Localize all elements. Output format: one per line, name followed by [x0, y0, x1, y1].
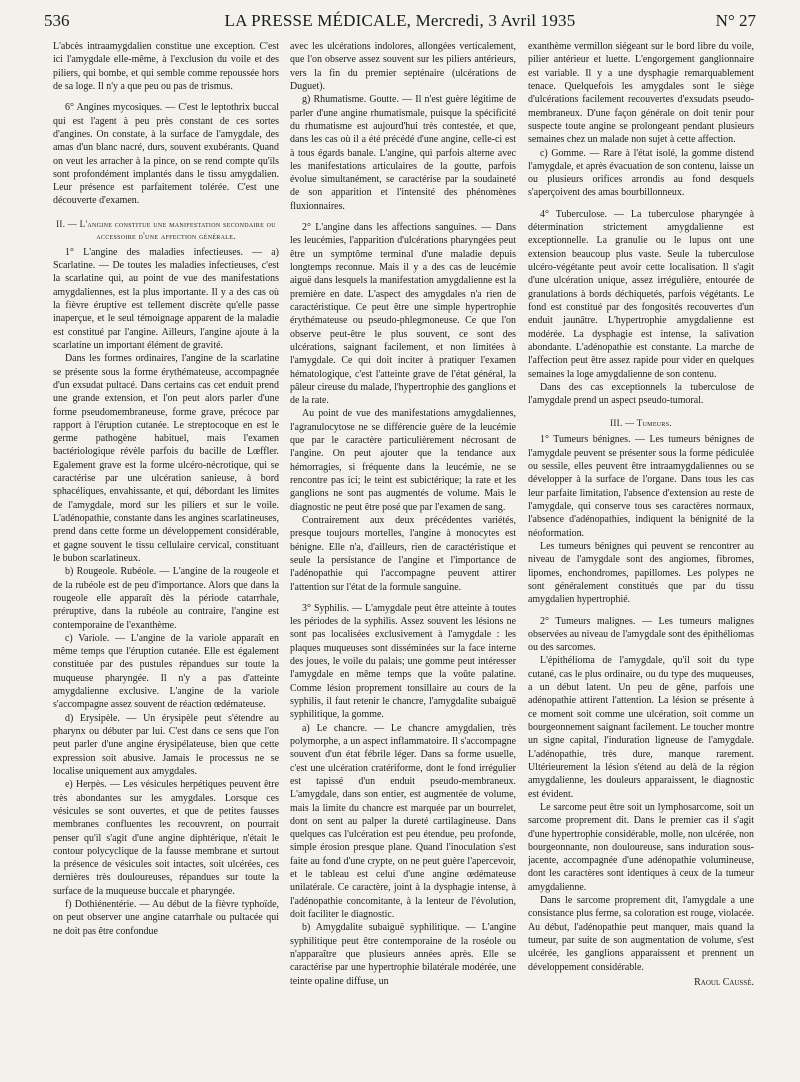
- paragraph: c) Variole. — L'angine de la variole apparaît en même temps que l'éruption cutanée. Elle est également constituée par des pustules répandues sur toute la muqueuse pharyngée. Il n'y a pas d'atteinte amygdalienne exclusive. L'angine de la variole s'accompagne assez souvent de réaction œdémateuse.: [53, 632, 279, 711]
- paragraph: Le sarcome peut être soit un lymphosarcome, soit un sarcome proprement dit. Dans le premier cas il s'agit d'une hypertrophie considérable, molle, non ulcérée, non bourgeonnante, non douloureuse, sans induration sous-jacente, accompagnée d'une adénopathie volumineuse, dont les caractères sont identiques à ceux de la tumeur amygdalienne.: [528, 801, 754, 893]
- paragraph: 3° Syphilis. — L'amygdale peut être atteinte à toutes les périodes de la syphilis. Assez souvent les lésions ne sont pas localisées exclusivement à l'amygdale : les plaques muqueuses sont disséminées sur la face interne des joues, le voile du palais; une gomme peut intéresser l'amygdale en même temps que la voûte palatine. Comme lésion proprement tonsillaire au cours de la syphilis, il faut retenir le chancre, l'amygdalite subaiguë syphilitique, la gomme.: [290, 602, 516, 721]
- paragraph: L'abcès intraamygdalien constitue une exception. C'est ici l'amygdale elle-même, à l'exclusion du voile et des piliers, qui bombe, et qui semble comme repoussée hors de sa loge. Il n'y a que peu ou pas de trismus.: [53, 41, 279, 92]
- section-title: III. — Tumeurs.: [610, 418, 672, 429]
- issue-number: N° 27: [715, 11, 756, 30]
- paragraph: b) Amygdalite subaiguë syphilitique. — L'angine syphilitique peut être contemporaine de la roséole ou n'apparaître que plusieurs années après. Elle se caractérise par une hypertrophie bilatérale modérée, une teinte opaline diffuse, un: [290, 922, 516, 987]
- journal-title: LA PRESSE MÉDICALE, Mercredi, 3 Avril 1935: [224, 11, 576, 30]
- paragraph: exanthème vermillon siégeant sur le bord libre du voile, pilier antérieur et luette. L'engorgement ganglionnaire est variable. Il y a une dysphagie remarquablement tenace. Quelquefois les amygdales sont le siège d'ulcérations facilement recouvertes d'exsudats pseudo-membraneux. D'une façon générale on doit tenir pour suspecte toute angine se prolongeant pendant plusieurs semaines chez un malade non sujet à cette affection.: [528, 41, 754, 146]
- paragraph: c) Gomme. — Rare à l'état isolé, la gomme distend l'amygdale, et après évacuation de son contenu, laisse un ou plusieurs orifices arrondis au fond desquels s'aperçoivent des amas bourbillonneux.: [528, 147, 754, 199]
- section-title: II. — L'angine constitue une manifestation secondaire ou accessoire d'une affection générale.: [56, 218, 276, 241]
- paragraph: L'épithélioma de l'amygdale, qu'il soit du type cutané, cas le plus ordinaire, ou du type des muqueuses, a un début latent. Un peu de gêne, parfois une adénopathie attirent l'attention. La lésion se présente à ce moment soit comme une ulcération, soit comme un bourgeonnement saignant facilement. Le toucher montre un signe capital, l'induration ligneuse de l'amygdale. L'adénopathie, très dure, manque rarement. Ultérieurement la lésion s'étend au delà de la région amygdalienne, les douleurs apparaissent, le diagnostic est évident.: [528, 655, 754, 800]
- paragraph: d) Erysipèle. — Un érysipèle peut s'étendre au pharynx ou débuter par lui. C'est dans ce sens que l'on peut parler d'une angine érysipélateuse, bien que cette expression soit abusive. Jamais le processus ne se localise uniquement aux amygdales.: [53, 712, 279, 777]
- paragraph: Dans des cas exceptionnels la tuberculose de l'amygdale prend un aspect pseudo-tumoral.: [528, 381, 754, 407]
- paragraph: f) Dothiénentérie. — Au début de la fièvre typhoïde, on peut observer une angine catarrhale ou pultacée qui ne doit pas être confondue: [53, 899, 279, 937]
- text-column-right: [528, 40, 754, 1076]
- paragraph: b) Rougeole. Rubéole. — L'angine de la rougeole et de la rubéole est de peu d'importance. Alors que dans la rougeole elle apparaît dès la période catarrhale, préruptive, dans la rubéole au contraire, l'angine est contemporaine de l'exanthème.: [53, 566, 279, 631]
- paragraph: Les tumeurs bénignes qui peuvent se rencontrer au niveau de l'amygdale sont des angiomes, fibromes, lipomes, enchondromes, papillomes. Les polypes ne sont généralement constitués que par du tissu amygdalien hypertrophié.: [528, 540, 754, 606]
- paragraph: Contrairement aux deux précédentes variétés, presque toujours mortelles, l'angine à monocytes est bénigne. Elle n'a, d'ailleurs, rien de caractéristique et seule la persistance de l'angine et l'importance de l'adénopathie qui l'accompagne peuvent attirer l'attention sur l'état de la formule sanguine.: [290, 514, 516, 593]
- paragraph: 4° Tuberculose. — La tuberculose pharyngée à détermination strictement amygdalienne est exceptionnelle. La granulie ou le lupus ont une extension beaucoup plus vaste. Seule la tuberculose ulcéro-végétante peut avoir cette localisation. Il s'agit d'une ulcération unique, assez irrégulière, entourée de granulations à bords déchiquetés, parfois végétants. Le fond est constitué par des fongosités recouvertes d'un enduit jaunâtre. L'hypertrophie amygdalienne est modérée. La dysphagie est intense, la salivation abondante. L'adénopathie est constante. La marche de l'affection peut être assez rapide pour vider en quelques semaines la loge amygdalienne de son contenu.: [528, 208, 754, 380]
- page-header: [44, 8, 756, 34]
- paragraph: 1° Tumeurs bénignes. — Les tumeurs bénignes de l'amygdale peuvent se présenter sous la forme pédiculée ou sessile, elles peuvent être intraamygdaliennes ou se développer à la surface de l'organe. Dans tous les cas leur parfaite limitation, l'absence d'extension au reste de l'amygdale, qui conserve tous ses caractères normaux, l'absence d'adénopathies, indiquent la bénignité de la néoformation.: [528, 434, 754, 539]
- author-signature: Raoul Caussé.: [694, 976, 754, 988]
- paragraph: Au point de vue des manifestations amygdaliennes, l'agranulocytose ne se différencie guère de la leucémie que par le caractère particulièrement nécrosant de l'angine. On peut ajouter que la tendance aux hémorragies, si fréquente dans la leucémie, ne se rencontre pas ici; le teint est subictérique; la rate et les ganglions ne sont pas augmentés de volume. Mais le diagnostic ne peut être posé que par l'examen de sang.: [290, 408, 516, 513]
- paragraph: g) Rhumatisme. Goutte. — Il n'est guère légitime de parler d'une angine rhumatismale, puisque la spécificité du rhumatisme est aujourd'hui très contestée, et que, dans les cas où il a été précédé d'une angine, celle-ci est à tous égards banale. L'angine, qui parfois alterne avec les manifestations articulaires de la goutte, parfois évolue simultanément, se caractérise par la soudaineté de son apparition et l'intensité des phénomènes fluxionnaires.: [290, 94, 516, 212]
- paragraph: avec les ulcérations indolores, allongées verticalement, que l'on observe assez souvent sur les piliers antérieurs, vers la fin du premier septénaire (ulcérations de Duguet).: [290, 41, 516, 92]
- page-number: 536: [44, 11, 70, 30]
- paragraph: 6° Angines mycosiques. — C'est le leptothrix buccal qui est l'agent à peu près constant de ces sortes d'angines. On constate, à la surface de l'amygdale, des amas d'un blanc nacré, durs, souvent exubérants. Quand on veut les arracher à la pince, on se rend compte qu'ils sont profondément implantés dans le tissu amygdalien. Leur présence est parfaitement tolérée. C'est une découverte d'examen.: [53, 102, 279, 207]
- paragraph: Dans le sarcome proprement dit, l'amygdale a une consistance plus ferme, sa coloration est rouge, violacée. Au début, l'adénopathie peut manquer, mais quand la tumeur, par suite de son augmentation de volume, s'est ulcérée, les ganglions apparaissent et prennent un développement considérable.: [528, 895, 754, 973]
- paragraph: 2° Tumeurs malignes. — Les tumeurs malignes observées au niveau de l'amygdale sont des épithéliomas ou des sarcomes.: [528, 615, 754, 654]
- paragraph: a) Le chancre. — Le chancre amygdalien, très polymorphe, a un aspect inflammatoire. Il s'accompagne souvent d'un état fébrile léger. Dans sa forme usuelle, c'est une ulcération cratériforme, dont le fond irrégulier est tapissé d'un enduit pseudo-membraneux. L'amygdale, dans son entier, est augmentée de volume, mais la limite du chancre est marquée par un bourrelet, dont on sent au palper la dureté cartilagineuse. Dans quelques cas l'ulcération est peu étendue, peu profonde, simple érosion presque plane. Quand l'inoculation s'est faite au fond d'une crypte, on ne peut guère l'apercevoir, et le tableau est celui d'une angine œdémateuse unilatérale. Ce caractère, joint à la dysphagie intense, à l'adénopathie concomitante, à la lenteur de l'évolution, doit faciliter le diagnostic.: [290, 722, 516, 920]
- paragraph: e) Herpès. — Les vésicules herpétiques peuvent être très abondantes sur les amygdales. Lorsque ces vésicules se sont ouvertes, et que de petites fausses membranes confluentes les recouvrent, on pourrait penser qu'il s'agit d'une angine diphtérique, n'était le contour polycyclique de la fausse membrane et surtout la présence de vésicules soit intactes, soit ulcérées, ces dernières très douloureuses, répandues sur toute la surface de la muqueuse buccale et pharyngée.: [53, 779, 279, 897]
- paragraph: 2° L'angine dans les affections sanguines. — Dans les leucémies, l'apparition d'ulcérations pharyngées peut être un symptôme terminal d'une maladie depuis longtemps reconnue. Mais il y a des cas de leucémie aiguë dans lesquels la manifestation amygdalienne est la première en date. L'aspect des amygdales n'a rien de caractéristique. Ce peut être une simple hypertrophie érythémateuse ou pseudo-phlegmoneuse. Ce que l'on observe peut-être le plus souvent, ce sont des ulcérations, saignant facilement, et non limitées à l'amygdale. Ce qui doit inciter à pratiquer l'examen hématologique, c'est l'atteinte grave de l'état général, la pâleur cireuse du malade, l'hypertrophie des ganglions et de la rate.: [290, 222, 516, 407]
- text-column-left: [53, 40, 279, 1076]
- text-column-middle: [290, 40, 516, 1076]
- paragraph: 1° L'angine des maladies infectieuses. — a) Scarlatine. — De toutes les maladies infectieuses, c'est la scarlatine qui, au point de vue des manifestations amygdaliennes, est la plus importante. Il y a des cas où la fièvre éruptive est tellement discrète qu'elle passe inaperçue, et le seul témoignage apparent de la maladie est constitué par l'angine. Ailleurs, l'angine ajoute à la scarlatine un important élément de gravité.: [53, 246, 279, 351]
- paragraph: Dans les formes ordinaires, l'angine de la scarlatine se présente sous la forme érythémateuse, accompagnée d'un exsudat pultacé. Dans certains cas cet enduit prend une grande extension, et l'on peut alors parler d'une forme pseudomembraneuse, forme grave, précoce par rapport à l'éruption cutanée. Le streptocoque en est le germe pathogène habituel, mais l'examen bactériologique révèle parfois du bacille de Lœffler. Egalement grave est la forme ulcéro-nécrotique, qui se caractérise par une ulcération sanieuse, à bord sphacéliques, envahissante, et qui, débordant les limites de l'amygdale, mord sur les piliers et sur le voile. L'adénopathie, constante dans les angines scarlatineuses, prend dans cette forme un développement considérable, et gagne souvent le tissu cellulaire cervical, constituant le bubon scarlatineux.: [53, 353, 279, 564]
